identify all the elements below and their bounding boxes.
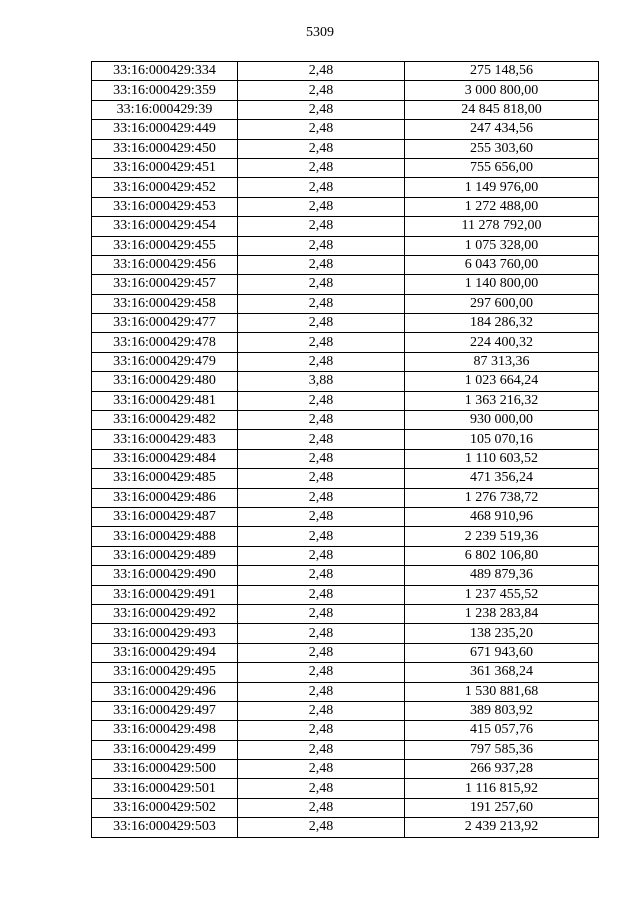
cadastral-number-cell: 33:16:000429:496 — [92, 682, 238, 701]
value-cell: 1 272 488,00 — [405, 197, 599, 216]
rate-cell: 2,48 — [238, 333, 405, 352]
value-cell: 255 303,60 — [405, 139, 599, 158]
cadastral-number-cell: 33:16:000429:479 — [92, 352, 238, 371]
rate-cell: 2,48 — [238, 507, 405, 526]
table-row — [92, 411, 599, 430]
table-row — [92, 333, 599, 352]
cadastral-number-cell: 33:16:000429:491 — [92, 585, 238, 604]
rate-cell: 2,48 — [238, 197, 405, 216]
cadastral-number-cell: 33:16:000429:451 — [92, 158, 238, 177]
cadastral-number-cell: 33:16:000429:477 — [92, 314, 238, 333]
cadastral-number-cell: 33:16:000429:485 — [92, 469, 238, 488]
table-row — [92, 372, 599, 391]
table-row — [92, 643, 599, 662]
value-cell: 1 110 603,52 — [405, 449, 599, 468]
rate-cell: 2,48 — [238, 527, 405, 546]
table-row — [92, 391, 599, 410]
cadastral-number-cell: 33:16:000429:478 — [92, 333, 238, 352]
table-row — [92, 740, 599, 759]
rate-cell: 2,48 — [238, 643, 405, 662]
rate-cell: 2,48 — [238, 488, 405, 507]
value-cell: 797 585,36 — [405, 740, 599, 759]
table-row — [92, 449, 599, 468]
value-cell: 2 239 519,36 — [405, 527, 599, 546]
rate-cell: 2,48 — [238, 449, 405, 468]
value-cell: 1 276 738,72 — [405, 488, 599, 507]
cadastral-number-cell: 33:16:000429:456 — [92, 255, 238, 274]
value-cell: 247 434,56 — [405, 120, 599, 139]
rate-cell: 2,48 — [238, 585, 405, 604]
table-row — [92, 624, 599, 643]
table-row — [92, 818, 599, 837]
table-body — [92, 62, 599, 838]
cadastral-number-cell: 33:16:000429:450 — [92, 139, 238, 158]
cadastral-number-cell: 33:16:000429:499 — [92, 740, 238, 759]
table-row — [92, 566, 599, 585]
rate-cell: 2,48 — [238, 566, 405, 585]
table-row — [92, 488, 599, 507]
cadastral-number-cell: 33:16:000429:492 — [92, 604, 238, 623]
table-row — [92, 139, 599, 158]
value-cell: 361 368,24 — [405, 663, 599, 682]
page-number: 5309 — [306, 25, 334, 40]
cadastral-number-cell: 33:16:000429:494 — [92, 643, 238, 662]
table-row — [92, 352, 599, 371]
rate-cell: 2,48 — [238, 178, 405, 197]
value-cell: 138 235,20 — [405, 624, 599, 643]
cadastral-number-cell: 33:16:000429:501 — [92, 779, 238, 798]
rate-cell: 2,48 — [238, 158, 405, 177]
value-cell: 1 140 800,00 — [405, 275, 599, 294]
rate-cell: 2,48 — [238, 62, 405, 81]
table-row — [92, 430, 599, 449]
value-cell: 24 845 818,00 — [405, 100, 599, 119]
value-cell: 389 803,92 — [405, 701, 599, 720]
value-cell: 275 148,56 — [405, 62, 599, 81]
value-cell: 1 149 976,00 — [405, 178, 599, 197]
table-row — [92, 546, 599, 565]
rate-cell: 2,48 — [238, 760, 405, 779]
cadastral-number-cell: 33:16:000429:489 — [92, 546, 238, 565]
cadastral-number-cell: 33:16:000429:487 — [92, 507, 238, 526]
rate-cell: 2,48 — [238, 275, 405, 294]
value-cell: 1 238 283,84 — [405, 604, 599, 623]
value-cell: 2 439 213,92 — [405, 818, 599, 837]
rate-cell: 2,48 — [238, 217, 405, 236]
table-row — [92, 760, 599, 779]
rate-cell: 2,48 — [238, 798, 405, 817]
table-row — [92, 314, 599, 333]
cadastral-number-cell: 33:16:000429:488 — [92, 527, 238, 546]
value-cell: 3 000 800,00 — [405, 81, 599, 100]
cadastral-number-cell: 33:16:000429:457 — [92, 275, 238, 294]
cadastral-number-cell: 33:16:000429:497 — [92, 701, 238, 720]
rate-cell: 2,48 — [238, 411, 405, 430]
rate-cell: 2,48 — [238, 139, 405, 158]
rate-cell: 2,48 — [238, 314, 405, 333]
rate-cell: 2,48 — [238, 120, 405, 139]
value-cell: 1 116 815,92 — [405, 779, 599, 798]
rate-cell: 2,48 — [238, 255, 405, 274]
cadastral-number-cell: 33:16:000429:359 — [92, 81, 238, 100]
table-row — [92, 158, 599, 177]
cadastral-number-cell: 33:16:000429:455 — [92, 236, 238, 255]
rate-cell: 2,48 — [238, 294, 405, 313]
value-cell: 1 237 455,52 — [405, 585, 599, 604]
table-row — [92, 81, 599, 100]
table-row — [92, 236, 599, 255]
rate-cell: 2,48 — [238, 81, 405, 100]
table-row — [92, 663, 599, 682]
rate-cell: 3,88 — [238, 372, 405, 391]
cadastral-table — [91, 61, 599, 838]
value-cell: 297 600,00 — [405, 294, 599, 313]
cadastral-number-cell: 33:16:000429:452 — [92, 178, 238, 197]
table-row — [92, 62, 599, 81]
table-row — [92, 721, 599, 740]
table-row — [92, 527, 599, 546]
value-cell: 105 070,16 — [405, 430, 599, 449]
table-row — [92, 779, 599, 798]
rate-cell: 2,48 — [238, 682, 405, 701]
table-row — [92, 120, 599, 139]
cadastral-number-cell: 33:16:000429:484 — [92, 449, 238, 468]
cadastral-number-cell: 33:16:000429:480 — [92, 372, 238, 391]
rate-cell: 2,48 — [238, 469, 405, 488]
value-cell: 489 879,36 — [405, 566, 599, 585]
rate-cell: 2,48 — [238, 100, 405, 119]
cadastral-number-cell: 33:16:000429:490 — [92, 566, 238, 585]
rate-cell: 2,48 — [238, 701, 405, 720]
value-cell: 415 057,76 — [405, 721, 599, 740]
rate-cell: 2,48 — [238, 391, 405, 410]
value-cell: 1 075 328,00 — [405, 236, 599, 255]
value-cell: 266 937,28 — [405, 760, 599, 779]
value-cell: 755 656,00 — [405, 158, 599, 177]
value-cell: 1 363 216,32 — [405, 391, 599, 410]
rate-cell: 2,48 — [238, 352, 405, 371]
value-cell: 6 043 760,00 — [405, 255, 599, 274]
cadastral-number-cell: 33:16:000429:483 — [92, 430, 238, 449]
rate-cell: 2,48 — [238, 604, 405, 623]
table-row — [92, 294, 599, 313]
cadastral-number-cell: 33:16:000429:39 — [92, 100, 238, 119]
table-row — [92, 217, 599, 236]
cadastral-number-cell: 33:16:000429:482 — [92, 411, 238, 430]
value-cell: 11 278 792,00 — [405, 217, 599, 236]
value-cell: 87 313,36 — [405, 352, 599, 371]
table-row — [92, 469, 599, 488]
value-cell: 1 530 881,68 — [405, 682, 599, 701]
cadastral-number-cell: 33:16:000429:500 — [92, 760, 238, 779]
cadastral-number-cell: 33:16:000429:503 — [92, 818, 238, 837]
cadastral-number-cell: 33:16:000429:449 — [92, 120, 238, 139]
cadastral-number-cell: 33:16:000429:493 — [92, 624, 238, 643]
cadastral-number-cell: 33:16:000429:334 — [92, 62, 238, 81]
rate-cell: 2,48 — [238, 430, 405, 449]
cadastral-number-cell: 33:16:000429:495 — [92, 663, 238, 682]
table-row — [92, 507, 599, 526]
value-cell: 468 910,96 — [405, 507, 599, 526]
table-row — [92, 100, 599, 119]
table-row — [92, 197, 599, 216]
cadastral-number-cell: 33:16:000429:481 — [92, 391, 238, 410]
table-row — [92, 701, 599, 720]
value-cell: 671 943,60 — [405, 643, 599, 662]
table-row — [92, 255, 599, 274]
value-cell: 6 802 106,80 — [405, 546, 599, 565]
value-cell: 191 257,60 — [405, 798, 599, 817]
value-cell: 1 023 664,24 — [405, 372, 599, 391]
cadastral-number-cell: 33:16:000429:498 — [92, 721, 238, 740]
cadastral-number-cell: 33:16:000429:453 — [92, 197, 238, 216]
table-row — [92, 682, 599, 701]
rate-cell: 2,48 — [238, 779, 405, 798]
cadastral-number-cell: 33:16:000429:458 — [92, 294, 238, 313]
table-row — [92, 275, 599, 294]
cadastral-number-cell: 33:16:000429:454 — [92, 217, 238, 236]
table-row — [92, 585, 599, 604]
rate-cell: 2,48 — [238, 818, 405, 837]
rate-cell: 2,48 — [238, 236, 405, 255]
table-row — [92, 604, 599, 623]
rate-cell: 2,48 — [238, 546, 405, 565]
value-cell: 930 000,00 — [405, 411, 599, 430]
value-cell: 471 356,24 — [405, 469, 599, 488]
rate-cell: 2,48 — [238, 663, 405, 682]
cadastral-number-cell: 33:16:000429:486 — [92, 488, 238, 507]
value-cell: 184 286,32 — [405, 314, 599, 333]
table-row — [92, 178, 599, 197]
rate-cell: 2,48 — [238, 740, 405, 759]
rate-cell: 2,48 — [238, 721, 405, 740]
rate-cell: 2,48 — [238, 624, 405, 643]
value-cell: 224 400,32 — [405, 333, 599, 352]
cadastral-number-cell: 33:16:000429:502 — [92, 798, 238, 817]
table-row — [92, 798, 599, 817]
